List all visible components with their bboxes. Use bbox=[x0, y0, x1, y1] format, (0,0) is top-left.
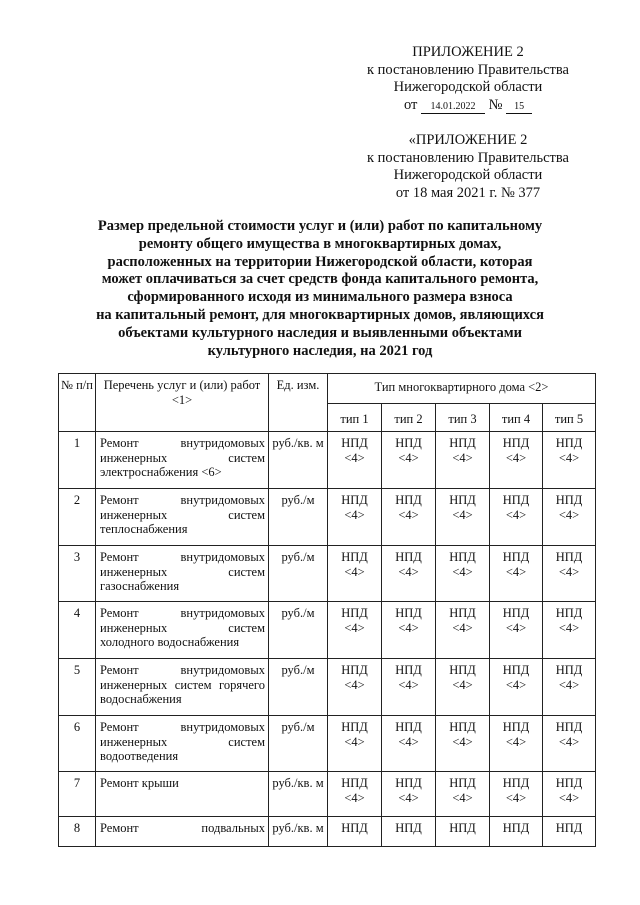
unit: руб./кв. м bbox=[269, 817, 328, 847]
value-label: НПД bbox=[449, 550, 476, 564]
service-name bbox=[96, 602, 269, 659]
cost-value-type-3 bbox=[436, 817, 490, 847]
resolution-date-line bbox=[330, 97, 606, 115]
footnote-ref: <4> bbox=[505, 564, 527, 579]
cost-value-type-5 bbox=[543, 659, 596, 716]
service-name bbox=[96, 772, 269, 817]
unit: руб./м bbox=[269, 659, 328, 716]
service-line: водоснабжения bbox=[100, 692, 182, 706]
footnote-ref: <4> bbox=[398, 450, 419, 465]
appendix-header bbox=[330, 44, 606, 114]
value-label: НПД bbox=[555, 436, 583, 450]
cost-value-type-2 bbox=[382, 432, 436, 489]
service-name bbox=[96, 489, 269, 546]
footnote-ref: <4> bbox=[398, 790, 419, 805]
title-line: может оплачиваться за счет средств фонда капитального ремонта, bbox=[101, 271, 539, 288]
footnote-ref: <4> bbox=[505, 450, 527, 465]
service-name bbox=[96, 432, 269, 489]
value-label: НПД bbox=[555, 606, 583, 620]
value-label: НПД bbox=[395, 776, 422, 790]
title-line: расположенных на территории Нижегородской области, которая bbox=[107, 253, 533, 270]
value-label: НПД bbox=[449, 606, 476, 620]
row-number: 5 bbox=[59, 659, 96, 716]
footnote-ref: <4> bbox=[344, 564, 365, 579]
unit: руб./м bbox=[269, 602, 328, 659]
cost-value-type-5 bbox=[543, 602, 596, 659]
cost-value-type-3 bbox=[436, 546, 490, 602]
header-type: тип 2 bbox=[382, 404, 436, 432]
cost-value-type-5 bbox=[543, 716, 596, 772]
table-row bbox=[59, 432, 596, 489]
service-line: холодного водоснабжения bbox=[100, 635, 240, 649]
service-line: инженерных систем горячего bbox=[100, 677, 265, 692]
footnote-ref: <4> bbox=[344, 677, 365, 692]
footnote-ref: <4> bbox=[558, 450, 580, 465]
cost-value-type-2 bbox=[382, 602, 436, 659]
cost-value-type-4 bbox=[490, 772, 543, 817]
row-number: 2 bbox=[59, 489, 96, 546]
footnote-ref: <4> bbox=[452, 564, 473, 579]
table-row bbox=[59, 546, 596, 602]
value-label: НПД bbox=[341, 663, 368, 677]
value-label: НПД bbox=[449, 720, 476, 734]
footnote-ref: <4> bbox=[558, 507, 580, 522]
value-label: НПД bbox=[449, 493, 476, 507]
cost-value-type-2 bbox=[382, 772, 436, 817]
cost-value-type-4 bbox=[490, 602, 543, 659]
title-line: ремонту общего имущества в многоквартирных домах, bbox=[138, 235, 502, 252]
cost-value-type-4 bbox=[490, 489, 543, 546]
cost-value-type-4 bbox=[490, 659, 543, 716]
table-row bbox=[59, 716, 596, 772]
footnote-ref: <4> bbox=[558, 677, 580, 692]
footnote-ref: <4> bbox=[558, 620, 580, 635]
cost-value-type-5 bbox=[543, 432, 596, 489]
cost-value-type-3 bbox=[436, 432, 490, 489]
value-label: НПД bbox=[341, 821, 368, 835]
service-line: электроснабжения <6> bbox=[100, 465, 222, 479]
footnote-ref: <4> bbox=[344, 507, 365, 522]
appendix-title: ПРИЛОЖЕНИЕ 2 bbox=[412, 44, 524, 60]
cost-value-type-5 bbox=[543, 817, 596, 847]
value-label: НПД bbox=[341, 606, 368, 620]
cost-value-type-4 bbox=[490, 817, 543, 847]
resolution-date: 14.01.2022 bbox=[421, 100, 485, 114]
cost-value-type-3 bbox=[436, 772, 490, 817]
title-line: сформированного исходя из минимального размера взноса bbox=[127, 289, 513, 306]
unit: руб./м bbox=[269, 489, 328, 546]
resolution-ref: к постановлению Правительства bbox=[367, 61, 569, 78]
unit: руб./кв. м bbox=[269, 432, 328, 489]
footnote-ref: <4> bbox=[452, 620, 473, 635]
service-line: инженерных систем bbox=[100, 564, 265, 579]
original-appendix-header bbox=[330, 132, 606, 202]
cost-value-type-2 bbox=[382, 659, 436, 716]
footnote-ref: <4> bbox=[398, 677, 419, 692]
footnote-ref: <4> bbox=[505, 734, 527, 749]
value-label: НПД bbox=[341, 776, 368, 790]
footnote-ref: <4> bbox=[452, 507, 473, 522]
footnote-ref: <4> bbox=[344, 790, 365, 805]
service-line: Ремонт внутридомовых bbox=[100, 493, 265, 507]
cost-value-type-2 bbox=[382, 817, 436, 847]
cost-value-type-3 bbox=[436, 602, 490, 659]
unit: руб./кв. м bbox=[269, 772, 328, 817]
title-line: объектами культурного наследия и выявленными объектами bbox=[118, 324, 522, 341]
row-number: 4 bbox=[59, 602, 96, 659]
value-label: НПД bbox=[502, 436, 530, 450]
header-service: Перечень услуг и (или) работ <1> bbox=[96, 374, 269, 432]
footnote-ref: <4> bbox=[505, 677, 527, 692]
value-label: НПД bbox=[449, 663, 476, 677]
row-number: 7 bbox=[59, 772, 96, 817]
value-label: НПД bbox=[395, 606, 422, 620]
cost-value-type-1 bbox=[328, 489, 382, 546]
cost-value-type-2 bbox=[382, 546, 436, 602]
footnote-ref: <4> bbox=[398, 620, 419, 635]
value-label: НПД bbox=[341, 550, 368, 564]
document-title bbox=[60, 218, 580, 360]
footnote-ref: <4> bbox=[398, 507, 419, 522]
value-label: НПД bbox=[449, 776, 476, 790]
footnote-ref: <4> bbox=[398, 564, 419, 579]
service-name bbox=[96, 817, 269, 847]
table-row bbox=[59, 489, 596, 546]
value-label: НПД bbox=[395, 493, 422, 507]
service-line: Ремонт подвальных bbox=[100, 821, 265, 835]
value-label: НПД bbox=[502, 720, 530, 734]
footnote-ref: <4> bbox=[505, 507, 527, 522]
service-line: Ремонт внутридомовых bbox=[100, 436, 265, 450]
row-number: 8 bbox=[59, 817, 96, 847]
footnote-ref: <4> bbox=[452, 450, 473, 465]
service-line: Ремонт крыши bbox=[100, 776, 179, 790]
service-line: Ремонт внутридомовых bbox=[100, 550, 265, 564]
value-label: НПД bbox=[555, 550, 583, 564]
service-line: Ремонт внутридомовых bbox=[100, 663, 265, 677]
value-label: НПД bbox=[395, 663, 422, 677]
original-resolution-ref: к постановлению Правительства bbox=[367, 149, 569, 166]
cost-value-type-1 bbox=[328, 602, 382, 659]
value-label: НПД bbox=[502, 663, 530, 677]
service-name bbox=[96, 659, 269, 716]
title-line: Размер предельной стоимости услуг и (или) работ по капитальному bbox=[97, 218, 543, 234]
title-line: на капитальный ремонт, для многоквартирных домов, являющихся bbox=[96, 306, 544, 323]
cost-value-type-1 bbox=[328, 432, 382, 489]
cost-value-type-5 bbox=[543, 546, 596, 602]
cost-value-type-4 bbox=[490, 716, 543, 772]
unit: руб./м bbox=[269, 716, 328, 772]
value-label: НПД bbox=[502, 493, 530, 507]
row-number: 1 bbox=[59, 432, 96, 489]
service-name bbox=[96, 716, 269, 772]
value-label: НПД bbox=[555, 663, 583, 677]
value-label: НПД bbox=[395, 720, 422, 734]
service-line: инженерных систем bbox=[100, 450, 265, 465]
original-appendix-title: «ПРИЛОЖЕНИЕ 2 bbox=[408, 132, 528, 148]
header-type: тип 5 bbox=[543, 404, 596, 432]
value-label: НПД bbox=[395, 821, 422, 835]
header-type: тип 4 bbox=[490, 404, 543, 432]
cost-value-type-2 bbox=[382, 489, 436, 546]
cost-table bbox=[58, 373, 596, 847]
value-label: НПД bbox=[502, 821, 530, 835]
header-type: тип 3 bbox=[436, 404, 490, 432]
value-label: НПД bbox=[395, 550, 422, 564]
footnote-ref: <4> bbox=[344, 734, 365, 749]
unit: руб./м bbox=[269, 546, 328, 602]
value-label: НПД bbox=[341, 720, 368, 734]
footnote-ref: <4> bbox=[505, 620, 527, 635]
header-house-types: Тип многоквартирного дома <2> bbox=[328, 374, 596, 404]
footnote-ref: <4> bbox=[558, 734, 580, 749]
service-line: инженерных систем bbox=[100, 507, 265, 522]
value-label: НПД bbox=[395, 436, 422, 450]
header-unit: Ед. изм. bbox=[269, 374, 328, 432]
service-line: инженерных систем bbox=[100, 620, 265, 635]
value-label: НПД bbox=[502, 550, 530, 564]
table-row bbox=[59, 772, 596, 817]
footnote-ref: <4> bbox=[398, 734, 419, 749]
resolution-number: 15 bbox=[506, 100, 532, 114]
service-line: водоотведения bbox=[100, 749, 179, 763]
footnote-ref: <4> bbox=[344, 620, 365, 635]
service-line: Ремонт внутридомовых bbox=[100, 606, 265, 620]
footnote-ref: <4> bbox=[558, 790, 580, 805]
service-line: газоснабжения bbox=[100, 579, 180, 593]
cost-value-type-1 bbox=[328, 716, 382, 772]
number-label: № bbox=[488, 96, 503, 113]
value-label: НПД bbox=[449, 821, 476, 835]
cost-value-type-4 bbox=[490, 546, 543, 602]
value-label: НПД bbox=[341, 436, 368, 450]
cost-value-type-4 bbox=[490, 432, 543, 489]
service-name bbox=[96, 546, 269, 602]
footnote-ref: <4> bbox=[452, 677, 473, 692]
value-label: НПД bbox=[555, 776, 583, 790]
cost-value-type-1 bbox=[328, 659, 382, 716]
service-line: Ремонт внутридомовых bbox=[100, 720, 265, 734]
footnote-ref: <4> bbox=[452, 734, 473, 749]
value-label: НПД bbox=[341, 493, 368, 507]
cost-value-type-3 bbox=[436, 716, 490, 772]
cost-value-type-1 bbox=[328, 772, 382, 817]
header-num: № п/п bbox=[59, 374, 96, 432]
cost-value-type-3 bbox=[436, 489, 490, 546]
row-number: 6 bbox=[59, 716, 96, 772]
table-row bbox=[59, 659, 596, 716]
table-row bbox=[59, 602, 596, 659]
table-row bbox=[59, 817, 596, 847]
value-label: НПД bbox=[555, 493, 583, 507]
original-region-name: Нижегородской области bbox=[393, 167, 543, 183]
region-name: Нижегородской области bbox=[393, 79, 543, 95]
service-line: теплоснабжения bbox=[100, 522, 188, 536]
value-label: НПД bbox=[449, 436, 476, 450]
cost-value-type-5 bbox=[543, 489, 596, 546]
value-label: НПД bbox=[502, 606, 530, 620]
footnote-ref: <4> bbox=[505, 790, 527, 805]
original-resolution-date: от 18 мая 2021 г. № 377 bbox=[395, 184, 541, 201]
header-type: тип 1 bbox=[328, 404, 382, 432]
cost-value-type-1 bbox=[328, 546, 382, 602]
value-label: НПД bbox=[555, 720, 583, 734]
footnote-ref: <4> bbox=[344, 450, 365, 465]
value-label: НПД bbox=[555, 821, 583, 835]
footnote-ref: <4> bbox=[558, 564, 580, 579]
from-label: от bbox=[403, 96, 418, 113]
cost-value-type-2 bbox=[382, 716, 436, 772]
footnote-ref: <4> bbox=[452, 790, 473, 805]
value-label: НПД bbox=[502, 776, 530, 790]
service-line: инженерных систем bbox=[100, 734, 265, 749]
row-number: 3 bbox=[59, 546, 96, 602]
title-line: культурного наследия, на 2021 год bbox=[207, 342, 433, 359]
cost-value-type-3 bbox=[436, 659, 490, 716]
cost-value-type-5 bbox=[543, 772, 596, 817]
cost-value-type-1 bbox=[328, 817, 382, 847]
